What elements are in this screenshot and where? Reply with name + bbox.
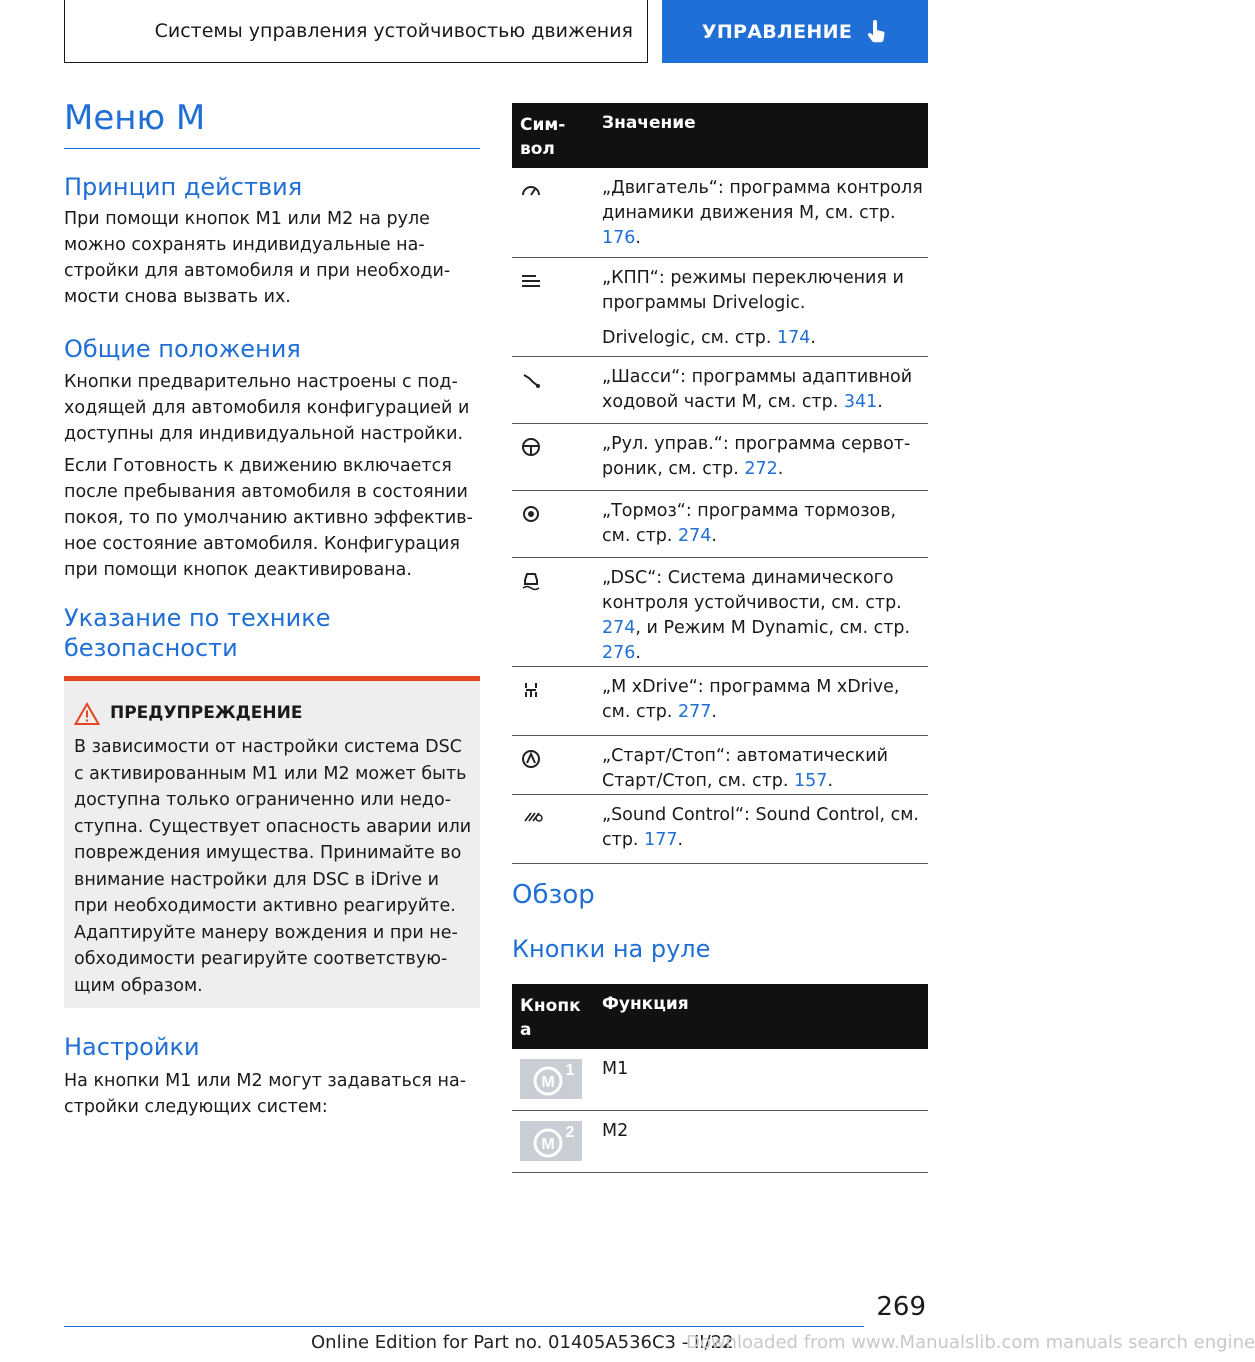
paragraph-general-2: Если Готовность к движению включается после пребывания автомобиля в состоянии покоя, то по умолчанию активно эффективное состояние автомобиля. Конфигурация при помощи кнопок деактивирована. bbox=[64, 456, 473, 580]
row-description: „M xDrive“: программа M xDrive, см. стр. bbox=[602, 677, 900, 722]
page-link[interactable]: 157 bbox=[794, 771, 828, 791]
dsc-car-icon bbox=[520, 570, 542, 592]
row-tail: . bbox=[635, 643, 641, 663]
table-row bbox=[512, 491, 928, 558]
m-button-icon bbox=[520, 1059, 582, 1099]
row-text bbox=[602, 266, 924, 361]
row-description: „Шасси“: программы адаптивной ходовой части М, см. стр. bbox=[602, 367, 913, 412]
suspension-icon bbox=[520, 369, 542, 391]
heading-steering-buttons: Кнопки на руле bbox=[512, 935, 711, 963]
row-text bbox=[602, 432, 924, 482]
row-tail: . bbox=[810, 328, 816, 348]
warning-triangle-icon bbox=[74, 702, 100, 726]
steering-wheel-icon bbox=[520, 436, 542, 458]
hand-pointer-icon bbox=[866, 20, 888, 44]
table-header bbox=[512, 984, 928, 1049]
page-title: Меню М bbox=[64, 98, 206, 138]
table-row bbox=[512, 667, 928, 736]
row-description: „Старт/Стоп“: автоматический Старт/Стоп, см. стр. bbox=[602, 746, 888, 791]
row-text bbox=[602, 566, 924, 666]
warning-title: ПРЕДУПРЕЖДЕНИЕ bbox=[110, 703, 303, 723]
buttons-table bbox=[512, 984, 928, 1173]
warning-box bbox=[64, 676, 480, 1008]
function-cell: M2 bbox=[602, 1121, 629, 1141]
page-link[interactable]: 272 bbox=[744, 459, 778, 479]
badge-number: 1 bbox=[565, 1062, 575, 1079]
row-text bbox=[602, 365, 924, 415]
row-text bbox=[602, 675, 924, 725]
page-link[interactable]: 274 bbox=[602, 618, 636, 638]
page-number: 269 bbox=[876, 1292, 926, 1322]
warning-bar bbox=[64, 676, 480, 681]
heading-overview: Обзор bbox=[512, 880, 595, 910]
m2-button-icon bbox=[520, 1121, 582, 1161]
column-header-meaning: Значение bbox=[602, 113, 696, 133]
start-stop-icon bbox=[520, 748, 542, 770]
table-row bbox=[512, 1049, 928, 1111]
page-link[interactable]: 277 bbox=[678, 702, 712, 722]
badge-number: 2 bbox=[565, 1124, 575, 1141]
title-divider bbox=[64, 148, 480, 149]
page-link[interactable]: 174 bbox=[776, 328, 811, 348]
svg-text:M: M bbox=[541, 1136, 555, 1153]
page-link[interactable]: 341 bbox=[843, 392, 878, 412]
paragraph-principle: При помощи кнопок М1 или М2 на руле можно сохранять индивидуальные настройки для автомобиля и при необходимости снова вызвать их. bbox=[64, 209, 451, 307]
row-tail: . bbox=[677, 830, 684, 850]
row-description: „Двигатель“: программа контроля динамики движения М, см. стр. bbox=[602, 178, 923, 223]
row-text bbox=[602, 499, 924, 549]
row-description: „КПП“: режимы переключения и программы Drivelogic. bbox=[602, 268, 904, 313]
watermark: Downloaded from www.Manualslib.com manuals search engine bbox=[686, 1332, 1255, 1353]
heading-settings: Настройки bbox=[64, 1033, 200, 1061]
footer-divider bbox=[64, 1326, 864, 1327]
paragraph-settings: На кнопки М1 или М2 могут задаваться настройки следующих систем: bbox=[64, 1071, 467, 1117]
table-row bbox=[512, 357, 928, 424]
warning-text: В зависимости от настройки система DSC с активированным М1 или М2 может быть доступна только ограниченно или недоступна. Существует опасность аварии или повреждения имущества. Принимайте во внимание настройки для DSC в iDrive и при необходимости активно реагируйте. Адаптируйте манеру вождения и при необходимости реагируйте соответствующим образом. bbox=[74, 737, 472, 996]
page-link[interactable]: 276 bbox=[602, 643, 636, 663]
sound-control-icon bbox=[520, 807, 548, 829]
row-middle: , и Режим М Dynamic, см. стр. bbox=[635, 618, 911, 638]
heading-safety-line2: безопасности bbox=[64, 634, 238, 662]
section-title: Системы управления устойчивостью движения bbox=[154, 20, 633, 42]
row-description: „Тормоз“: программа тормозов, см. стр. bbox=[602, 501, 897, 546]
page-link[interactable]: 274 bbox=[678, 526, 712, 546]
heading-general: Общие положения bbox=[64, 335, 301, 363]
table-header bbox=[512, 103, 928, 168]
m-button-icon bbox=[520, 1121, 582, 1161]
row-text bbox=[602, 744, 924, 794]
column-header-function: Функция bbox=[602, 994, 689, 1014]
row-description: „Рул. управ.“: программа сервотроник, см. стр. bbox=[602, 434, 911, 479]
function-cell: M1 bbox=[602, 1059, 629, 1079]
table-row bbox=[512, 558, 928, 667]
page-link[interactable]: 176 bbox=[602, 228, 636, 248]
heading-principle: Принцип действия bbox=[64, 173, 303, 201]
column-header-button: Кнопк а bbox=[520, 996, 581, 1040]
xdrive-icon bbox=[520, 679, 542, 701]
row-description-2 bbox=[602, 326, 924, 351]
row-description: „DSC“: Система динамического контроля устойчивости, см. стр. bbox=[602, 568, 902, 613]
m1-button-icon bbox=[520, 1059, 582, 1099]
heading-safety-line1: Указание по технике bbox=[64, 604, 331, 632]
row-tail: . bbox=[711, 702, 717, 722]
table-row bbox=[512, 258, 928, 357]
table-row bbox=[512, 795, 928, 864]
chapter-title: УПРАВЛЕНИЕ bbox=[701, 20, 853, 43]
row-tail: . bbox=[635, 228, 641, 248]
chapter-tab[interactable] bbox=[662, 0, 928, 63]
brake-icon bbox=[520, 503, 542, 525]
svg-text:M: M bbox=[541, 1074, 555, 1091]
engine-gauge-icon bbox=[520, 180, 542, 202]
paragraph-general-1: Кнопки предварительно настроены с подходящей для автомобиля конфигурацией и доступны для индивидуальной настройки. bbox=[64, 372, 470, 444]
section-header bbox=[64, 0, 648, 63]
symbols-table bbox=[512, 103, 928, 864]
table-row bbox=[512, 424, 928, 491]
column-header-symbol: Символ bbox=[520, 115, 566, 159]
gearbox-icon bbox=[520, 270, 542, 292]
row-subtext: Drivelogic, см. стр. bbox=[602, 328, 777, 348]
row-tail: . bbox=[827, 771, 834, 791]
row-tail: . bbox=[711, 526, 717, 546]
row-text bbox=[602, 176, 924, 251]
row-text bbox=[602, 803, 924, 853]
row-description: „Sound Control“: Sound Control, см. стр. bbox=[602, 805, 919, 850]
table-row bbox=[512, 1111, 928, 1173]
table-row bbox=[512, 168, 928, 258]
edition-footer: Online Edition for Part no. 01405A536C3 - II/22 bbox=[311, 1332, 734, 1353]
row-tail: . bbox=[777, 459, 784, 479]
table-row bbox=[512, 736, 928, 795]
row-tail: . bbox=[877, 392, 883, 412]
page-link[interactable]: 177 bbox=[644, 830, 678, 850]
